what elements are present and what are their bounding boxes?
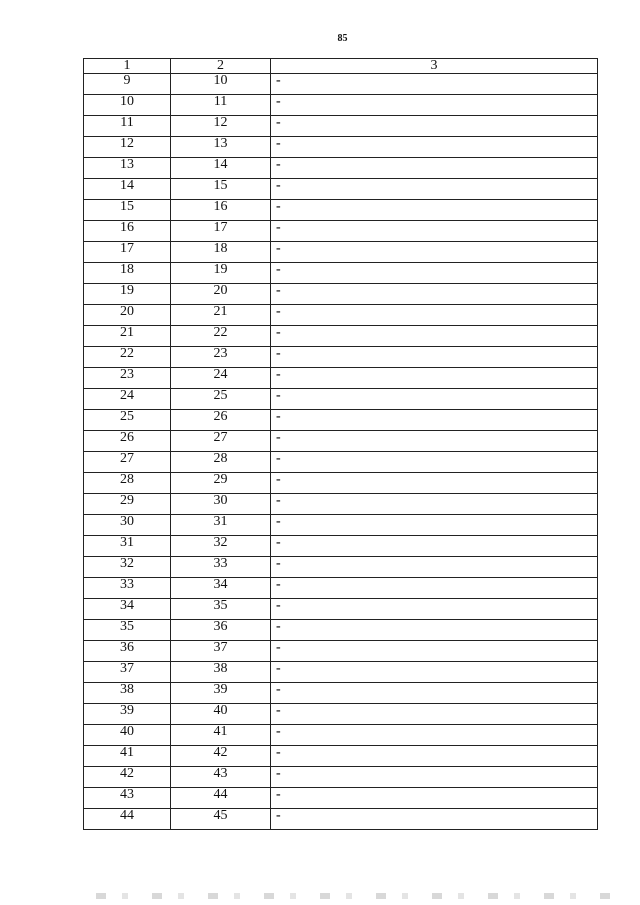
cell-col-2: 16	[171, 200, 271, 221]
cell-col-3: -	[271, 452, 598, 473]
cell-col-1: 24	[84, 389, 171, 410]
table-row	[84, 578, 598, 599]
cell-col-3: -	[271, 599, 598, 620]
cell-col-1: 23	[84, 368, 171, 389]
table-row	[84, 431, 598, 452]
cell-col-1: 13	[84, 158, 171, 179]
cell-col-3: -	[271, 494, 598, 515]
table-row	[84, 263, 598, 284]
table-row	[84, 599, 598, 620]
cell-col-1: 32	[84, 557, 171, 578]
table-row	[84, 389, 598, 410]
cell-col-3: -	[271, 326, 598, 347]
table-row	[84, 242, 598, 263]
cell-col-2: 21	[171, 305, 271, 326]
cell-col-3: -	[271, 179, 598, 200]
table-row	[84, 200, 598, 221]
table-row	[84, 662, 598, 683]
cell-col-1: 39	[84, 704, 171, 725]
cell-col-1: 36	[84, 641, 171, 662]
table-header-row	[84, 59, 598, 74]
cell-col-3: -	[271, 158, 598, 179]
cell-col-3: -	[271, 725, 598, 746]
cell-col-1: 44	[84, 809, 171, 830]
table-row	[84, 494, 598, 515]
table-row	[84, 746, 598, 767]
table-row	[84, 368, 598, 389]
cell-col-1: 16	[84, 221, 171, 242]
cell-col-2: 11	[171, 95, 271, 116]
cell-col-1: 33	[84, 578, 171, 599]
cell-col-2: 14	[171, 158, 271, 179]
cell-col-1: 38	[84, 683, 171, 704]
cell-col-3: -	[271, 809, 598, 830]
table-row	[84, 683, 598, 704]
table-header	[84, 59, 598, 74]
cell-col-2: 28	[171, 452, 271, 473]
cell-col-2: 13	[171, 137, 271, 158]
cell-col-2: 30	[171, 494, 271, 515]
cell-col-1: 31	[84, 536, 171, 557]
cell-col-2: 10	[171, 74, 271, 95]
table-row	[84, 179, 598, 200]
table-row	[84, 116, 598, 137]
table-row	[84, 221, 598, 242]
table-row	[84, 452, 598, 473]
table-row	[84, 641, 598, 662]
cell-col-1: 28	[84, 473, 171, 494]
cell-col-3: -	[271, 137, 598, 158]
table-row	[84, 536, 598, 557]
cell-col-3: -	[271, 95, 598, 116]
cell-col-3: -	[271, 305, 598, 326]
table-row	[84, 620, 598, 641]
column-header-1: 1	[84, 59, 171, 74]
cell-col-1: 34	[84, 599, 171, 620]
table-row	[84, 767, 598, 788]
cell-col-1: 14	[84, 179, 171, 200]
cell-col-3: -	[271, 620, 598, 641]
data-table	[83, 58, 598, 830]
cell-col-1: 40	[84, 725, 171, 746]
cell-col-2: 24	[171, 368, 271, 389]
table-row	[84, 95, 598, 116]
cell-col-3: -	[271, 473, 598, 494]
cell-col-1: 26	[84, 431, 171, 452]
page-number: 85	[337, 33, 348, 44]
cell-col-2: 39	[171, 683, 271, 704]
cell-col-3: -	[271, 536, 598, 557]
cell-col-2: 19	[171, 263, 271, 284]
table-row	[84, 557, 598, 578]
cell-col-1: 35	[84, 620, 171, 641]
cell-col-1: 30	[84, 515, 171, 536]
cell-col-2: 41	[171, 725, 271, 746]
cell-col-2: 34	[171, 578, 271, 599]
cell-col-1: 17	[84, 242, 171, 263]
cell-col-3: -	[271, 263, 598, 284]
cell-col-3: -	[271, 767, 598, 788]
cell-col-3: -	[271, 578, 598, 599]
cell-col-2: 15	[171, 179, 271, 200]
cell-col-2: 31	[171, 515, 271, 536]
cell-col-3: -	[271, 74, 598, 95]
column-header-3: 3	[271, 59, 598, 74]
cell-col-1: 29	[84, 494, 171, 515]
cell-col-3: -	[271, 221, 598, 242]
cell-col-1: 11	[84, 116, 171, 137]
cell-col-3: -	[271, 116, 598, 137]
cell-col-1: 20	[84, 305, 171, 326]
cell-col-1: 25	[84, 410, 171, 431]
cell-col-2: 35	[171, 599, 271, 620]
table-row	[84, 788, 598, 809]
cell-col-2: 32	[171, 536, 271, 557]
table-row	[84, 137, 598, 158]
cell-col-2: 25	[171, 389, 271, 410]
cell-col-2: 23	[171, 347, 271, 368]
cell-col-1: 27	[84, 452, 171, 473]
cell-col-2: 42	[171, 746, 271, 767]
cell-col-1: 15	[84, 200, 171, 221]
table-row	[84, 74, 598, 95]
table-row	[84, 725, 598, 746]
cell-col-3: -	[271, 515, 598, 536]
table-row	[84, 326, 598, 347]
cell-col-2: 18	[171, 242, 271, 263]
cell-col-2: 22	[171, 326, 271, 347]
cell-col-2: 12	[171, 116, 271, 137]
cell-col-2: 40	[171, 704, 271, 725]
cell-col-1: 41	[84, 746, 171, 767]
table-row	[84, 515, 598, 536]
cell-col-2: 38	[171, 662, 271, 683]
cell-col-1: 18	[84, 263, 171, 284]
cell-col-1: 43	[84, 788, 171, 809]
table-row	[84, 305, 598, 326]
cell-col-3: -	[271, 704, 598, 725]
cell-col-2: 29	[171, 473, 271, 494]
cell-col-3: -	[271, 200, 598, 221]
cell-col-3: -	[271, 242, 598, 263]
cell-col-3: -	[271, 368, 598, 389]
cell-col-3: -	[271, 662, 598, 683]
cell-col-3: -	[271, 788, 598, 809]
cell-col-1: 42	[84, 767, 171, 788]
table-row	[84, 158, 598, 179]
cell-col-3: -	[271, 431, 598, 452]
cell-col-1: 12	[84, 137, 171, 158]
cell-col-1: 10	[84, 95, 171, 116]
cell-col-2: 43	[171, 767, 271, 788]
table-row	[84, 809, 598, 830]
cell-col-3: -	[271, 557, 598, 578]
table-row	[84, 473, 598, 494]
cell-col-1: 9	[84, 74, 171, 95]
table-body	[84, 74, 598, 830]
cell-col-3: -	[271, 389, 598, 410]
scan-artifact	[96, 893, 626, 899]
cell-col-2: 37	[171, 641, 271, 662]
cell-col-2: 36	[171, 620, 271, 641]
table-row	[84, 410, 598, 431]
cell-col-2: 20	[171, 284, 271, 305]
cell-col-1: 19	[84, 284, 171, 305]
table-row	[84, 284, 598, 305]
cell-col-2: 45	[171, 809, 271, 830]
table-row	[84, 347, 598, 368]
cell-col-1: 22	[84, 347, 171, 368]
cell-col-2: 17	[171, 221, 271, 242]
cell-col-3: -	[271, 347, 598, 368]
cell-col-3: -	[271, 410, 598, 431]
cell-col-1: 37	[84, 662, 171, 683]
cell-col-2: 33	[171, 557, 271, 578]
cell-col-3: -	[271, 746, 598, 767]
cell-col-3: -	[271, 683, 598, 704]
cell-col-2: 44	[171, 788, 271, 809]
column-header-2: 2	[171, 59, 271, 74]
cell-col-1: 21	[84, 326, 171, 347]
cell-col-2: 27	[171, 431, 271, 452]
cell-col-2: 26	[171, 410, 271, 431]
table-row	[84, 704, 598, 725]
cell-col-3: -	[271, 284, 598, 305]
cell-col-3: -	[271, 641, 598, 662]
